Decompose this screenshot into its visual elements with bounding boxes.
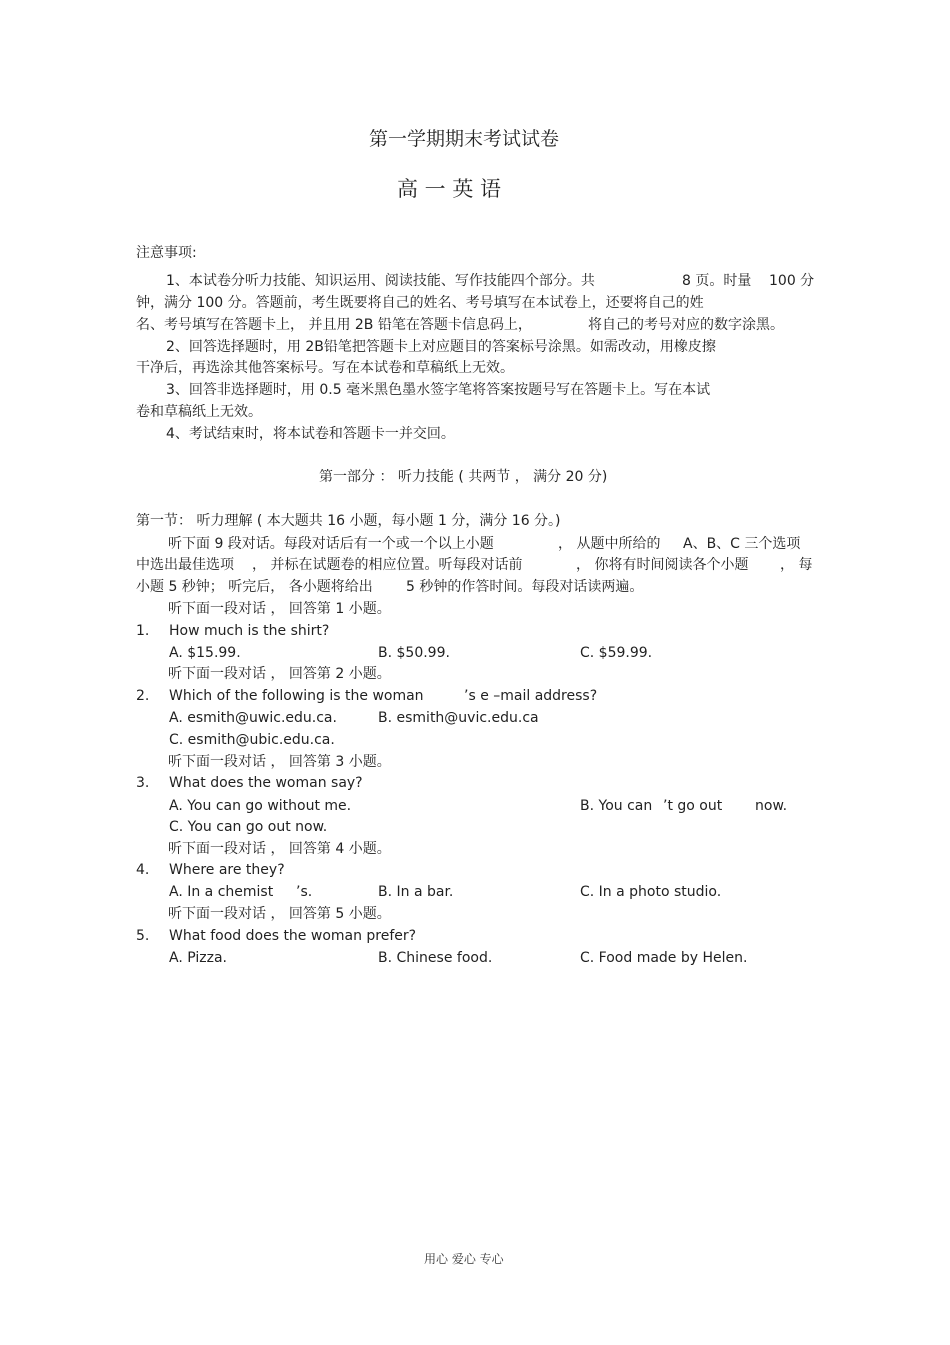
question-lead: 听下面一段对话 ， 回答第 2 小题。 [168,666,391,682]
option-b: B. $50.99. [378,645,450,661]
notice-line: 1、本试卷分听力技能、知识运用、阅读技能、写作技能四个部分。共 [166,273,595,289]
question-text: How much is the shirt? [169,623,330,639]
notice-line: 干净后，再选涂其他答案标号。写在本试卷和草稿纸上无效。 [136,360,514,376]
question-number: 1. [136,623,150,639]
section-heading: 第一节： 听力理解 ( 本大题共 16 小题，每小题 1 分，满分 16 分。) [136,513,561,529]
option-c: C. You can go out now. [169,819,328,835]
question-number: 2. [136,688,150,704]
option-a: A. You can go without me. [169,798,352,814]
notice-line: 3、回答非选择题时，用 0.5 毫米黑色墨水签字笔将答案按题号写在答题卡上。写在本试 [166,382,711,398]
option-c: C. $59.99. [580,645,653,661]
option-a: A. In a chemist [169,884,274,900]
question-text-continued: ’s e –mail address? [464,688,598,704]
instruction-line: ， 从题中所给的 [558,536,661,552]
option-b: B. Chinese food. [378,950,493,966]
option-c: C. esmith@ubic.edu.ca. [169,732,335,748]
option-b-continued: now. [755,798,788,814]
option-b: B. esmith@uvic.edu.ca [378,710,539,726]
part-heading: 第一部分 ： 听力技能 ( 共两节 ， 满分 20 分) [319,469,608,485]
instruction-line: 听下面 9 段对话。每段对话后有一个或一个以上小题 [168,536,494,552]
question-lead: 听下面一段对话 ， 回答第 1 小题。 [168,601,391,617]
question-text: What does the woman say? [169,775,363,791]
question-number: 5. [136,928,150,944]
exam-title: 第一学期期末考试试卷 [369,128,560,150]
notice-line: 4、考试结束时，将本试卷和答题卡一并交回。 [166,426,455,442]
question-text: Which of the following is the woman [169,688,424,704]
subject-title: 高 一 英 语 [397,177,502,201]
question-number: 4. [136,862,150,878]
instruction-line: A、B、C 三个选项 [683,536,801,552]
notice-line: 8 页。时量 [682,273,752,289]
page-footer: 用心 爱心 专心 [424,1252,504,1266]
instruction-line: 中选出最佳选项 [136,557,234,573]
instruction-line: 小题 5 秒钟； 听完后， 各小题将给出 [136,579,373,595]
instruction-line: 5 秒钟的作答时间。每段对话读两遍。 [406,579,644,595]
instruction-line: ， 每 [780,557,813,573]
notice-line: 钟，满分 100 分。答题前，考生既要将自己的姓名、考号填写在本试卷上，还要将自己的姓 [136,295,704,311]
notice-line: 名、考号填写在答题卡上， 并且用 2B 铅笔在答题卡信息码上， [136,317,532,333]
notice-line: 将自己的考号对应的数字涂黑。 [588,317,784,333]
option-a: A. Pizza. [169,950,227,966]
instruction-line: ， 并标在试题卷的相应位置。听每段对话前 [252,557,523,573]
option-a: A. $15.99. [169,645,241,661]
option-c: C. In a photo studio. [580,884,722,900]
notice-line: 卷和草稿纸上无效。 [136,404,262,420]
option-b: B. You can [580,798,653,814]
option-c: C. Food made by Helen. [580,950,748,966]
question-lead: 听下面一段对话 ， 回答第 3 小题。 [168,754,391,770]
option-b: B. In a bar. [378,884,454,900]
question-text: Where are they? [169,862,285,878]
option-a: A. esmith@uwic.edu.ca. [169,710,337,726]
question-text: What food does the woman prefer? [169,928,417,944]
question-lead: 听下面一段对话 ， 回答第 4 小题。 [168,841,391,857]
option-b-continued: ’t go out [663,798,723,814]
option-a-continued: ’s. [296,884,313,900]
notice-line: 2、回答选择题时，用 2B铅笔把答题卡上对应题目的答案标号涂黑。如需改动，用橡皮擦 [166,339,716,355]
notice-line: 100 分 [769,273,815,289]
question-lead: 听下面一段对话 ， 回答第 5 小题。 [168,906,391,922]
notice-heading: 注意事项: [136,245,197,261]
instruction-line: ， 你将有时间阅读各个小题 [576,557,749,573]
question-number: 3. [136,775,150,791]
